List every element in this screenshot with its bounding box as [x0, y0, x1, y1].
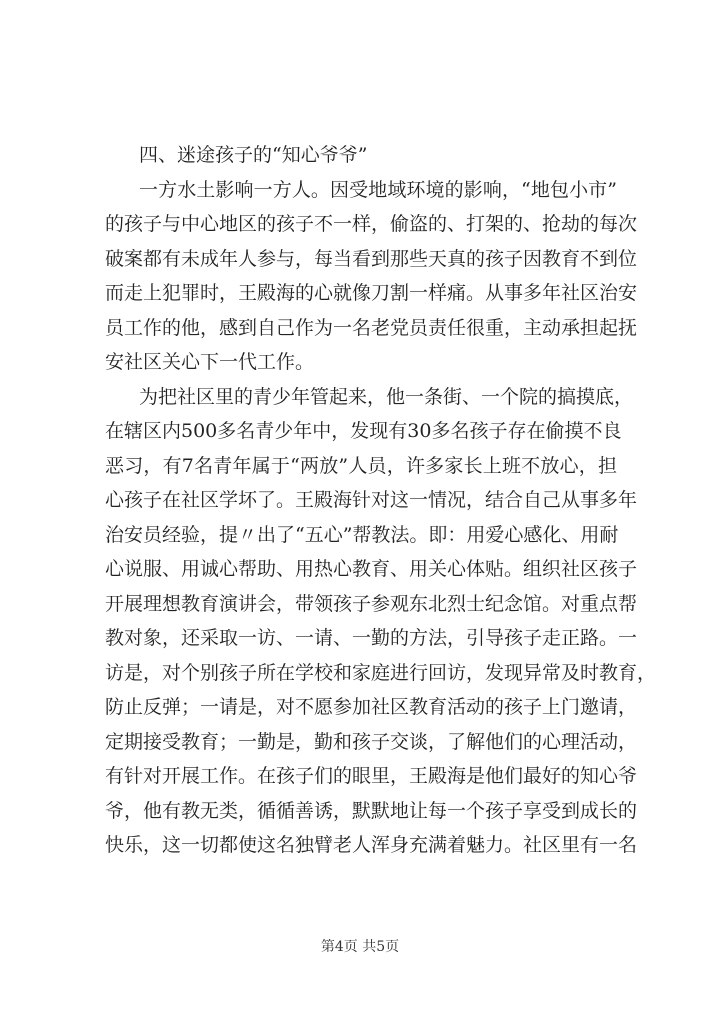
paragraph-line: 而走上犯罪时，王殿海的心就像刀割一样痛。从事多年社区治安 [105, 282, 638, 304]
paragraph-line: 员工作的他，感到自己作为一名老党员责任很重，主动承担起抚 [105, 316, 638, 339]
document-body [105, 173, 657, 863]
paragraph-line: 在辖区内500多名青少年中，发现有30多名孩子存在偷摸不良 [105, 420, 622, 442]
paragraph-line: 爷，他有教无类，循循善诱，默默地让每一个孩子享受到成长的 [105, 799, 638, 822]
paragraph-line: 定期接受教育；一勤是，勤和孩子交谈，了解他们的心理活动， [105, 730, 638, 753]
paragraph-line: 心孩子在社区学坏了。王殿海针对这一情况，结合自己从事多年 [105, 489, 638, 511]
paragraph-line: 访是，对个别孩子所在学校和家庭进行回访，发现异常及时教育， [105, 661, 657, 684]
paragraph-line: 一方水土影响一方人。因受地域环境的影响，“地包小市” [139, 178, 617, 201]
paragraph-line: 有针对开展工作。在孩子们的眼里，王殿海是他们最好的知心爷 [105, 765, 638, 787]
paragraph-line: 快乐，这一切都使这名独臂老人浑身充满着魅力。社区里有一名 [105, 834, 638, 856]
paragraph-line: 破案都有未成年人参与，每当看到那些天真的孩子因教育不到位 [105, 247, 638, 270]
paragraph-line: 防止反弹；一请是，对不愿参加社区教育活动的孩子上门邀请， [105, 696, 638, 718]
paragraph-line: 为把社区里的青少年管起来，他一条街、一个院的搞摸底， [139, 385, 634, 408]
section-heading: 四、迷途孩子的“知心爷爷” [139, 144, 368, 166]
paragraph-line: 安社区关心下一代工作。 [105, 351, 315, 373]
paragraph-line: 开展理想教育演讲会，带领孩子参观东北烈士纪念馆。对重点帮 [105, 592, 638, 615]
document-page [105, 138, 657, 863]
paragraph-line: 的孩子与中心地区的孩子不一样，偷盗的、打架的、抢劫的每次 [105, 213, 638, 235]
paragraph-line: 教对象，还采取一访、一请、一勤的方法，引导孩子走正路。一 [105, 627, 638, 649]
paragraph-line: 治安员经验，提〃出了“五心”帮教法。即：用爱心感化、用耐 [105, 523, 619, 546]
page-footer: 第4页 共5页 [320, 939, 400, 955]
paragraph-line: 心说服、用诚心帮助、用热心教育、用关心体贴。组织社区孩子 [105, 558, 638, 580]
paragraph-line: 恶习，有7名青年属于“两放”人员，许多家长上班不放心，担 [105, 454, 617, 477]
